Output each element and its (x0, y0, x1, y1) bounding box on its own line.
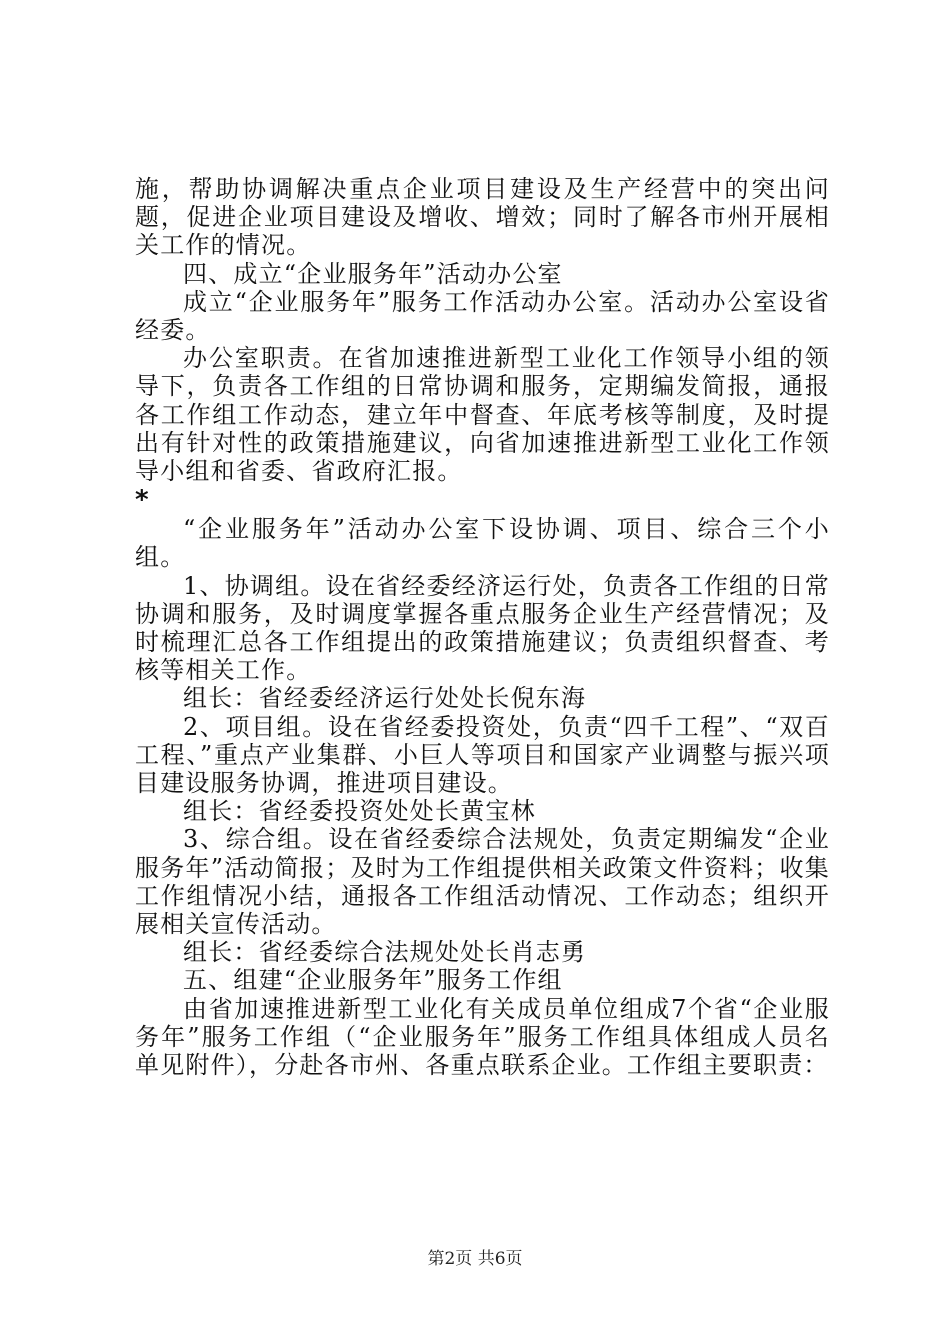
paragraph: 组长：省经委综合法规处处长肖志勇 (183, 938, 587, 967)
paragraph: 五、组建“企业服务年”服务工作组 (183, 966, 563, 995)
paragraph: 施，帮助协调解决重点企业项目建设及生产经营中的突出问题，促进企业项目建设及增收、增效；同时了解各市州开展相关工作的情况。 (135, 175, 830, 260)
paragraph: 1、协调组。设在省经委经济运行处，负责各工作组的日常协调和服务，及时调度掌握各重点服务企业生产经营情况；及时梳理汇总各工作组提出的政策措施建议；负责组织督查、考核等相关工作。 (135, 571, 830, 685)
paragraph: 四、成立“企业服务年”活动办公室 (183, 259, 563, 288)
paragraph: 由省加速推进新型工业化有关成员单位组成7个省“企业服务年”服务工作组（“企业服务年”服务工作组具体组成人员名单见附件），分赴各市州、各重点联系企业。工作组主要职责： (135, 994, 830, 1080)
paragraph: 组长：省经委投资处处长黄宝林 (183, 797, 536, 826)
paragraph: 2、项目组。设在省经委投资处，负责“四千工程”、“双百工程、”重点产业集群、小巨人等项目和国家产业调整与振兴项目建设服务协调，推进项目建设。 (135, 712, 830, 798)
paragraph: 3、综合组。设在省经委综合法规处，负责定期编发“企业服务年”活动简报；及时为工作组提供相关政策文件资料；收集工作组情况小结，通报各工作组活动情况、工作动态；组织开展相关宣传活动。 (135, 825, 830, 939)
paragraph: 办公室职责。在省加速推进新型工业化工作领导小组的领导下，负责各工作组的日常协调和服务，定期编发简报，通报各工作组工作动态，建立年中督查、年底考核等制度，及时提出有针对性的政策措施建议，向省加速推进新型工业化工作领导小组和省委、省政府汇报。 (135, 344, 830, 486)
paragraph: 成立“企业服务年”服务工作活动办公室。活动办公室设省经委。 (135, 287, 830, 345)
page-footer: 第2页 共6页 (427, 1249, 523, 1269)
paragraph: “企业服务年”活动办公室下设协调、项目、综合三个小组。 (135, 515, 830, 572)
asterisk-marker: * (135, 485, 150, 516)
paragraph: 组长：省经委经济运行处处长倪东海 (183, 684, 587, 713)
document-body (135, 175, 830, 1079)
